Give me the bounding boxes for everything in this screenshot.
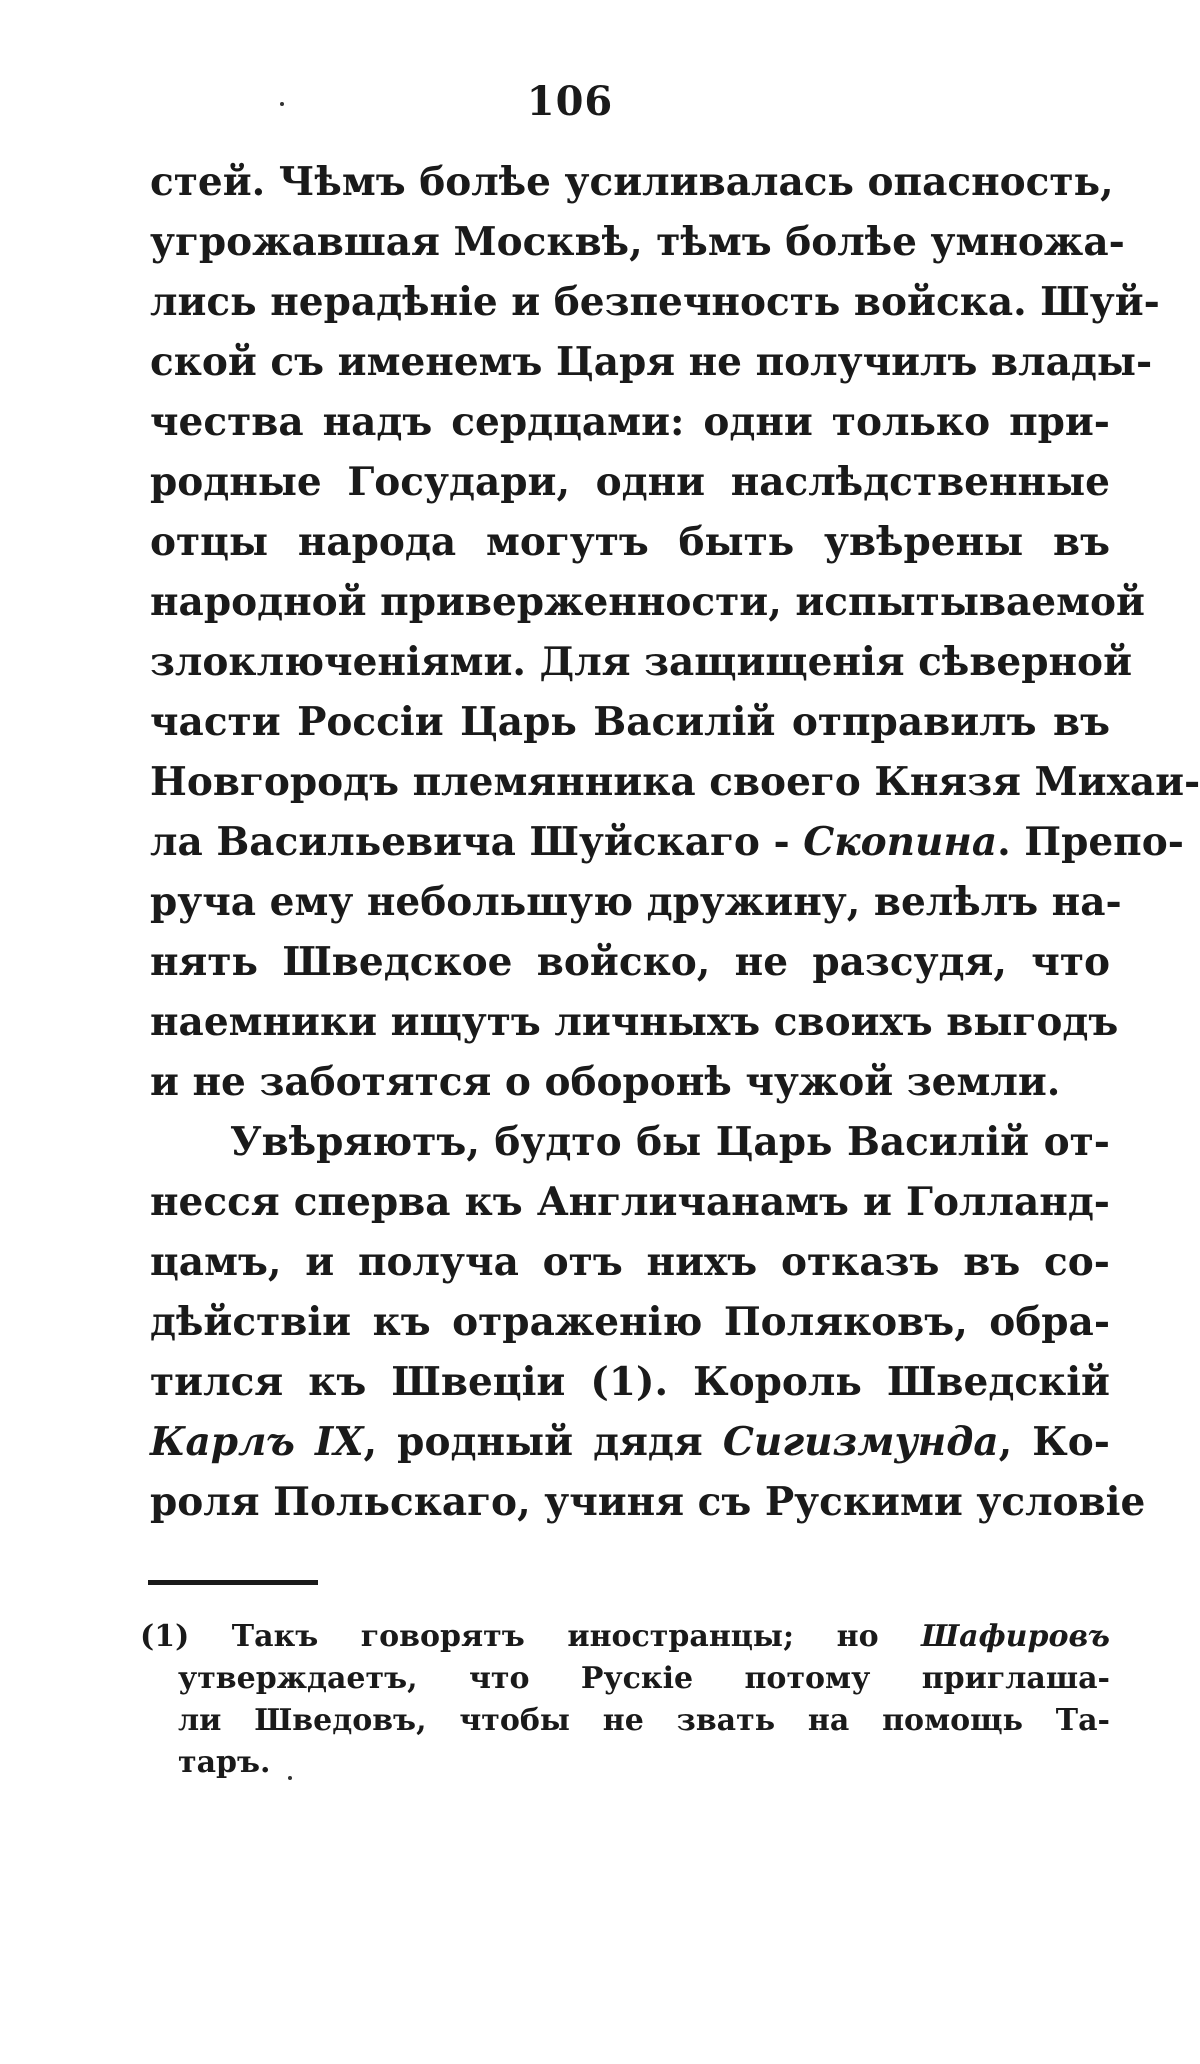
print-speck bbox=[288, 1776, 292, 1780]
text-run: (1) Такъ говорятъ иностранцы; но bbox=[140, 1619, 922, 1654]
text-line bbox=[150, 572, 1145, 632]
text-run: Увѣряютъ, будто бы Царь Василій от- bbox=[230, 1119, 1110, 1165]
text-run: лись нерадѣніе и безпечность войска. Шуй- bbox=[150, 279, 1160, 325]
text-run: дѣйствіи къ отраженію Поляковъ, обра- bbox=[150, 1299, 1110, 1345]
text-line bbox=[150, 392, 1110, 452]
text-run: нять Шведское войско, не разсудя, что bbox=[150, 939, 1110, 985]
text-run: Новгородъ племянника своего Князя Михаи- bbox=[150, 759, 1200, 805]
text-run: , родный дядя bbox=[363, 1419, 723, 1465]
text-line bbox=[150, 992, 1119, 1052]
text-line bbox=[150, 632, 1132, 692]
text-line bbox=[150, 512, 1110, 572]
text-run: роля Польскаго, учиня съ Рускими условіе bbox=[150, 1479, 1146, 1525]
text-run: стей. Чѣмъ болѣе усиливалась опасность, bbox=[150, 159, 1114, 205]
italic-name: Карлъ IX bbox=[150, 1419, 364, 1465]
main-text bbox=[150, 152, 1200, 1532]
text-line bbox=[150, 812, 1184, 872]
text-line bbox=[150, 152, 1114, 212]
text-run: чества надъ сердцами: одни только при- bbox=[150, 399, 1110, 445]
text-line bbox=[150, 212, 1125, 272]
text-line bbox=[150, 1112, 1110, 1172]
text-run: угрожавшая Москвѣ, тѣмъ болѣе умножа- bbox=[150, 219, 1125, 265]
text-line bbox=[150, 1472, 1146, 1532]
text-run: злоключеніями. Для защищенія сѣверной bbox=[150, 639, 1132, 685]
text-line bbox=[150, 872, 1122, 932]
text-run: цамъ, и получа отъ нихъ отказъ въ со- bbox=[150, 1239, 1110, 1285]
text-line bbox=[140, 1742, 1110, 1784]
italic-name: Шафировъ bbox=[921, 1619, 1110, 1654]
text-run: и не заботятся о оборонѣ чужой земли. bbox=[150, 1059, 1061, 1105]
text-line bbox=[150, 1352, 1110, 1412]
text-line bbox=[140, 1616, 1110, 1658]
text-line bbox=[150, 1052, 1110, 1112]
text-run: . Препо- bbox=[997, 819, 1184, 865]
text-run: части Россіи Царь Василій отправилъ въ bbox=[150, 699, 1110, 745]
italic-name: Скопина bbox=[803, 819, 998, 865]
text-line bbox=[150, 1172, 1110, 1232]
footnote bbox=[140, 1616, 1110, 1784]
text-run: народной приверженности, испытываемой bbox=[150, 579, 1145, 625]
text-run: ла Васильевича Шуйскаго - bbox=[150, 819, 804, 865]
text-run: ской съ именемъ Царя не получилъ влады- bbox=[150, 339, 1153, 385]
text-line bbox=[150, 272, 1160, 332]
text-run: руча ему небольшую дружину, велѣлъ на- bbox=[150, 879, 1122, 925]
text-run: отцы народа могутъ быть увѣрены въ bbox=[150, 519, 1110, 565]
text-line bbox=[150, 452, 1110, 512]
text-run: тился къ Швеціи (1). Король Шведскій bbox=[150, 1359, 1110, 1405]
text-line bbox=[150, 332, 1153, 392]
text-line bbox=[150, 692, 1110, 752]
text-run: утверждаетъ, что Рускіе потому приглаша- bbox=[178, 1661, 1110, 1696]
text-run: ли Шведовъ, чтобы не звать на помощь Та- bbox=[178, 1703, 1110, 1738]
text-run: таръ. bbox=[178, 1745, 271, 1780]
italic-name: Сигизмунда bbox=[722, 1419, 999, 1465]
text-line bbox=[150, 1232, 1110, 1292]
text-line bbox=[140, 1700, 1110, 1742]
text-run: наемники ищутъ личныхъ своихъ выгодъ bbox=[150, 999, 1119, 1045]
page-number: 106 bbox=[526, 78, 614, 125]
text-run: , Ко- bbox=[998, 1419, 1110, 1465]
text-line bbox=[150, 1292, 1110, 1352]
footnote-separator bbox=[148, 1580, 318, 1585]
text-run: родные Государи, одни наслѣдственные bbox=[150, 459, 1110, 505]
text-line bbox=[150, 932, 1110, 992]
text-line bbox=[140, 1658, 1110, 1700]
text-line bbox=[150, 752, 1200, 812]
text-run: несся сперва къ Англичанамъ и Голланд- bbox=[150, 1179, 1110, 1225]
text-line bbox=[150, 1412, 1110, 1472]
